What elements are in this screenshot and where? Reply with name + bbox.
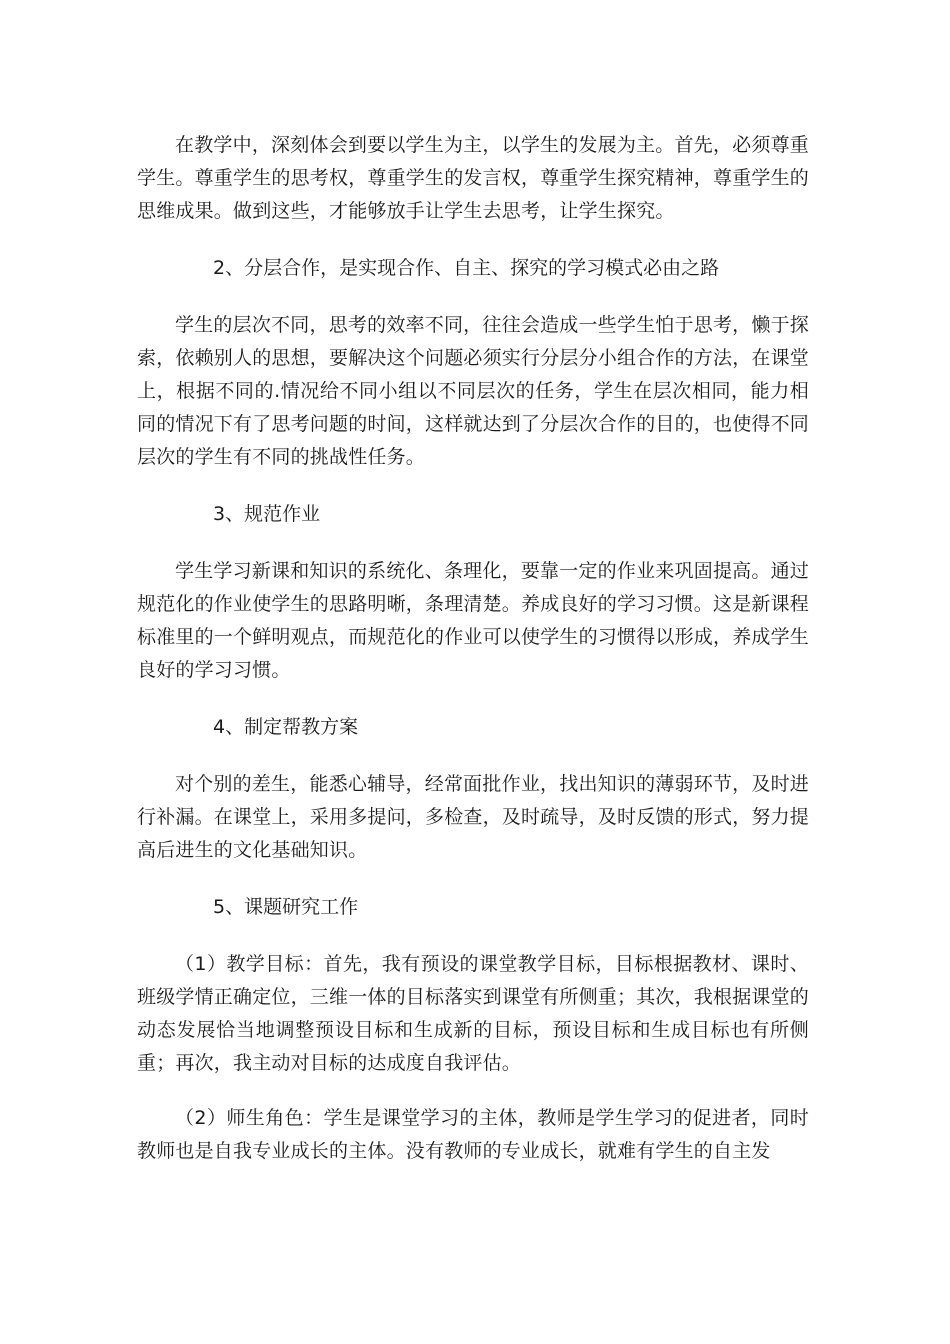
paragraph-standardize-homework: 学生学习新课和知识的系统化、条理化，要靠一定的作业来巩固提高。通过规范化的作业使学生的思路明晰，条理清楚。养成良好的学习习惯。这是新课程标准里的一个鲜明观点，而规范化的作业可以使学生的习惯得以形成，养成学生良好的学习习惯。 <box>137 560 810 681</box>
paragraph-teaching-goals: （1）教学目标：首先，我有预设的课堂教学目标，目标根据教材、课时、班级学情正确定位，三维一体的目标落实到课堂有所侧重；其次，我根据课堂的动态发展恰当地调整预设目标和生成新的目标，预设目标和生成目标也有所侧重；再次，我主动对目标的达成度自我评估。 <box>137 953 810 1074</box>
heading-research-work: 5、课题研究工作 <box>213 896 359 918</box>
document-page <box>137 129 809 1168</box>
heading-tutoring-plan: 4、制定帮教方案 <box>213 716 359 738</box>
heading-standardize-homework: 3、规范作业 <box>213 503 321 525</box>
paragraph-teacher-student-roles: （2）师生角色：学生是课堂学习的主体，教师是学生学习的促进者，同时教师也是自我专业成长的主体。没有教师的专业成长，就难有学生的自主发 <box>137 1107 809 1162</box>
paragraph-intro: 在教学中，深刻体会到要以学生为主，以学生的发展为主。首先，必须尊重学生。尊重学生的思考权，尊重学生的发言权，尊重学生探究精神，尊重学生的思维成果。做到这些，才能够放手让学生去思考，让学生探究。 <box>137 134 810 222</box>
paragraph-layered-cooperation: 学生的层次不同，思考的效率不同，往往会造成一些学生怕于思考，懒于探索，依赖别人的思想，要解决这个问题必须实行分层分小组合作的方法，在课堂上，根据不同的.情况给不同小组以不同层次的任务，学生在层次相同，能力相同的情况下有了思考问题的时间，这样就达到了分层次合作的目的，也使得不同层次的学生有不同的挑战性任务。 <box>137 314 810 468</box>
heading-layered-cooperation: 2、分层合作，是实现合作、自主、探究的学习模式必由之路 <box>213 257 720 279</box>
paragraph-tutoring-plan: 对个别的差生，能悉心辅导，经常面批作业，找出知识的薄弱环节，及时进行补漏。在课堂上，采用多提问，多检查，及时疏导，及时反馈的形式，努力提高后进生的文化基础知识。 <box>137 773 810 861</box>
